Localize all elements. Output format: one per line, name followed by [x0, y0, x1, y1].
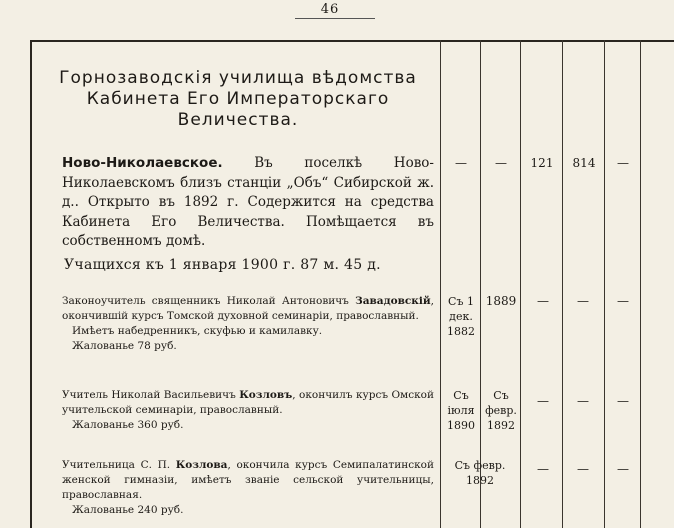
school-col-5: — [617, 156, 629, 170]
staff-col-1: Съ іюля 1890 [447, 389, 475, 432]
staff-surname: Козловъ [239, 389, 293, 401]
staff-col-3: — [537, 294, 549, 308]
staff-entry [62, 294, 434, 354]
staff-col-4: — [617, 462, 629, 476]
staff-col-2: Съ февр. 1892 [485, 389, 517, 432]
staff-col-2: 1889 [485, 294, 517, 308]
staff-surname: Козлова [175, 459, 228, 471]
staff-col-5: — [617, 394, 629, 408]
staff-extra: Имѣетъ набедренникъ, скуфью и камилавку. [72, 325, 323, 337]
table-left-border [30, 40, 32, 528]
section-heading: Горнозаводскія училища вѣдомства Кабинета Его Императорскаго Величества. [59, 68, 417, 130]
staff-col-4: — [577, 394, 589, 408]
staff-col-1: Съ 1 дек. 1882 [447, 295, 475, 338]
staff-description: , окончила курсъ Семипалатинской женской гимназіи, имѣетъ званіе сельской учительницы, православная. [62, 459, 434, 501]
staff-entry [62, 458, 434, 518]
school-col-4: 814 [572, 156, 596, 170]
page-number-rule [295, 18, 375, 19]
staff-col-4: — [577, 294, 589, 308]
page-number: 46 [320, 2, 340, 17]
column-divider [640, 40, 641, 528]
staff-col-1: Съ февр. 1892 [454, 459, 506, 487]
school-col-3: 121 [530, 156, 554, 170]
staff-prefix: Учительница С. П. [62, 459, 176, 471]
staff-prefix: Учитель Николай Васильевичъ [62, 389, 240, 401]
column-divider [520, 40, 521, 528]
table-top-border [30, 40, 674, 42]
school-col-1: — [455, 156, 467, 170]
pupils-count: Учащихся къ 1 января 1900 г. 87 м. 45 д. [64, 257, 381, 273]
staff-entry [62, 388, 434, 433]
staff-salary: Жалованье 360 руб. [72, 419, 184, 431]
school-description: Въ поселкѣ Ново-Николаевскомъ близъ станціи „Объ“ Сибирской ж. д.. Открыто въ 1892 г. Содержится на средства Кабинета Его Величества. Помѣщается въ собственномъ домѣ. [62, 155, 434, 249]
staff-description: , окончившій курсъ Томской духовной семинаріи, православный. [62, 295, 434, 322]
column-divider [480, 40, 481, 528]
staff-col-2: — [537, 462, 549, 476]
staff-col-3: — [577, 462, 589, 476]
staff-salary: Жалованье 78 руб. [72, 340, 177, 352]
school-entry [62, 154, 434, 252]
staff-col-3: — [537, 394, 549, 408]
staff-col-5: — [617, 294, 629, 308]
staff-surname: Завадовскій [355, 295, 431, 307]
staff-salary: Жалованье 240 руб. [72, 504, 184, 516]
staff-description: , окончилъ курсъ Омской учительской семинаріи, православный. [62, 389, 434, 416]
column-divider [604, 40, 605, 528]
column-divider [440, 40, 441, 528]
staff-prefix: Законоучитель священникъ Николай Антоновичъ [62, 295, 356, 307]
column-divider [562, 40, 563, 528]
school-name: Ново-Николаевское. [62, 155, 223, 171]
school-col-2: — [495, 156, 507, 170]
